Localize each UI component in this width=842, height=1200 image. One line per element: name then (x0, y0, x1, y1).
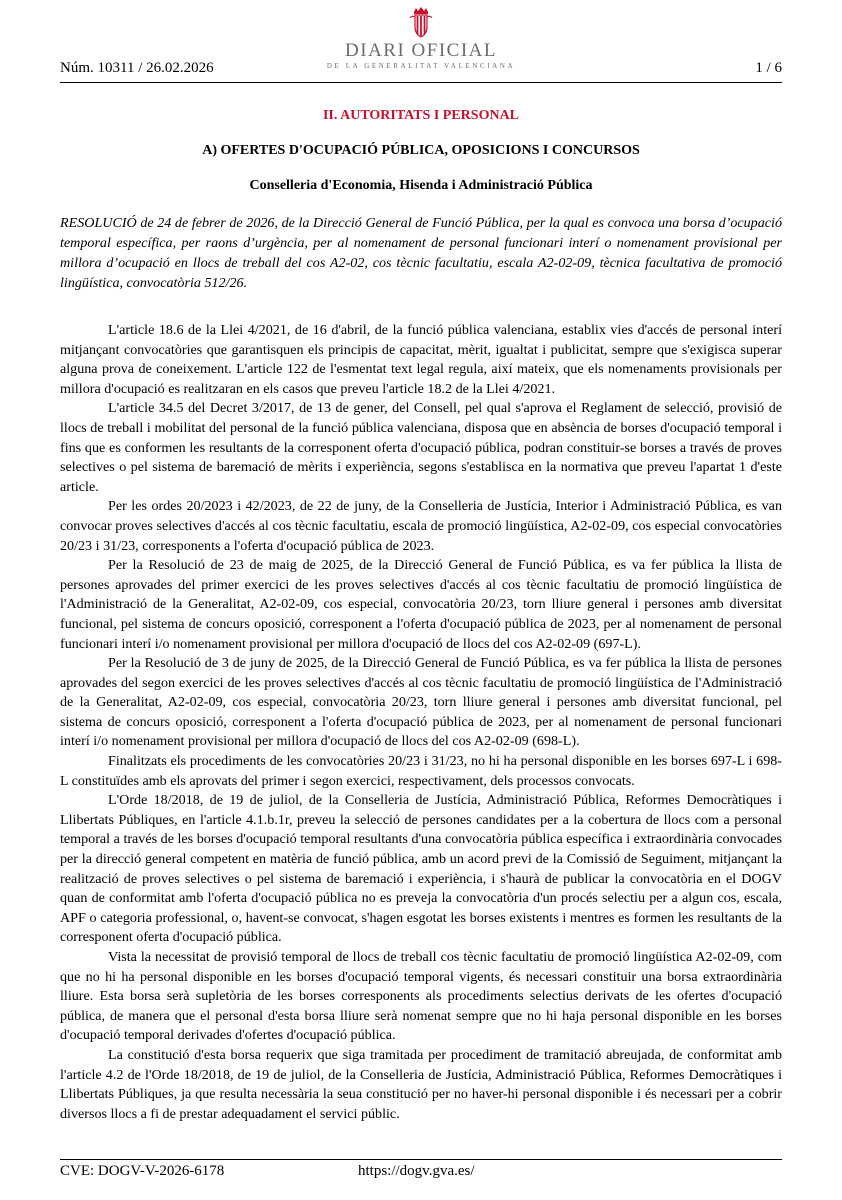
subsection-title: A) OFERTES D'OCUPACIÓ PÚBLICA, OPOSICIONS I CONCURSOS (202, 143, 640, 158)
body-paragraph: La constitució d'esta borsa requerix que siga tramitada per procediment de tramitació abreujada, de conformitat amb l'article 4.2 de l'Orde 18/2018, de 19 de juliol, de la Conselleria de Justícia, Administració Pública, Reformes Democràtiques i Llibertats Públiques, ja que resulta necessària la seua constitució per no haver-hi personal disponible i és necessari per a cobrir diversos llocs a fi de prestar adequadament el servici públic. (60, 1046, 782, 1122)
resolution-summary: RESOLUCIÓ de 24 de febrer de 2026, de la Direcció General de Funció Pública, per la qual es convoca una borsa d’ocupació temporal específica, per raons d’urgència, per al nomenament de personal funcionari interí o nomenament provisional per millora d’ocupació en llocs de treball del cos A2-02, cos tècnic facultatiu, escala A2-02-09, tècnica facultativa de promoció lingüística, convocatòria 512/26. (60, 215, 782, 291)
body-paragraph: Per les ordes 20/2023 i 42/2023, de 22 de juny, de la Conselleria de Justícia, Interior i Administració Pública, es van convocar proves selectives d'accés al cos tècnic facultatiu, escala de promoció lingüística, A2-02-09, cos especial convocatòries 20/23 i 31/23, corresponents a l'oferta d'ocupació pública de 2023. (60, 498, 782, 554)
section-title: II. AUTORITATS I PERSONAL (322, 108, 520, 123)
page-counter: 1 / 6 (755, 60, 782, 76)
generalitat-emblem-icon (407, 6, 435, 40)
dogv-logo (0, 6, 842, 71)
body-paragraph: L'article 34.5 del Decret 3/2017, de 13 de gener, del Consell, pel qual s'aprova el Reglament de selecció, provisió de llocs de treball i mobilitat del personal de la funció pública valenciana, disposa que en absència de borses d'ocupació temporal i fins que es conformen les resultants de la corresponent oferta d'ocupació pública, podran constituir-se borses a través de proves selectives o pel sistema de baremació de mèrits i experiència, segons s'establisca en la normativa que preveu l'apartat 1 d'este article. (60, 400, 782, 495)
body-paragraph: Finalitzats els procediments de les convocatòries 20/23 i 31/23, no hi ha personal disponible en les borses 697-L i 698-L constituïdes amb els aprovats del primer i segon exercici, respectivament, dels processos convocats. (60, 753, 782, 789)
body-paragraph: Per la Resolució de 3 de juny de 2025, de la Direcció General de Funció Pública, es va fer pública la llista de persones aprovades del segon exercici de les proves selectives d'accés al cos tècnic facultatiu de promoció lingüística de l'Administració de la Generalitat, A2-02-09, cos especial, convocatòria 20/23, torn lliure general i persones amb diversitat funcional, pel sistema de concurs oposició, corresponent a l'oferta d'ocupació pública de 2023, per al nomenament de personal funcionari interí i/o nomenament provisional per millora d'ocupació de llocs del cos A2-02-09 (698-L). (60, 655, 782, 750)
bulletin-number: Núm. 10311 / 26.02.2026 (60, 60, 214, 76)
logo-subtitle: DE LA GENERALITAT VALENCIANA (326, 62, 516, 70)
logo-title: DIARI OFICIAL (345, 40, 497, 61)
footer-cve: CVE: DOGV-V-2026-6178 (60, 1163, 225, 1179)
body-paragraph: Per la Resolució de 23 de maig de 2025, de la Direcció General de Funció Pública, es va fer pública la llista de persones aprovades del primer exercici de les proves selectives d'accés al cos tècnic facultatiu de promoció lingüística de l'Administració de la Generalitat, A2-02-09, cos especial, convocatòria 20/23, torn lliure general i persones amb diversitat funcional, pel sistema de concurs oposició, corresponent a l'oferta d'ocupació pública de 2023, per al nomenament de personal funcionari interí i/o nomenament provisional per millora d'ocupació de llocs del cos A2-02-09 (697-L). (60, 557, 782, 652)
document-body (60, 321, 782, 1124)
header-divider (60, 82, 782, 83)
footer-link[interactable]: https://dogv.gva.es/ (358, 1163, 475, 1179)
footer-divider (60, 1159, 782, 1160)
department-title: Conselleria d'Economia, Hisenda i Administració Pública (249, 178, 593, 193)
body-paragraph: Vista la necessitat de provisió temporal de llocs de treball cos tècnic facultatiu de promoció lingüística A2-02-09, com que no hi ha personal disponible en les borses d'ocupació temporal vigents, és necessari constituir una borsa extraordinària lliure. Esta borsa serà supletòria de les borses corresponents als procediments selectius derivats de les ofertes d'ocupació pública, de manera que el personal d'esta borsa lliure serà nomenat sempre que no hi haja personal disponible en les borses d'ocupació temporal derivades d'ofertes d'ocupació pública. (60, 949, 782, 1044)
body-paragraph: L'Orde 18/2018, de 19 de juliol, de la Conselleria de Justícia, Administració Pública, Reformes Democràtiques i Llibertats Públiques, en l'article 4.1.b.1r, preveu la selecció de persones candidates per a la cobertura de llocs com a personal temporal a través de les borses d'ocupació temporal resultants d'una convocatòria pública específica i extraordinària convocades per la direcció general competent en matèria de funció pública, amb un acord previ de la Comissió de Seguiment, mitjançant la realització de proves selectives o pel sistema de baremació i experiència, i s'haurà de publicar la convocatòria en el DOGV quan de conformitat amb l'oferta d'ocupació pública no es preveja la convocatòria d'un procés selectiu per a algun cos, escala, APF o categoria professional, o, havent-se convocat, s'hagen esgotat les borses existents i mentres es formen les resultants de la corresponent oferta d'ocupació pública. (60, 792, 782, 946)
body-paragraph: L'article 18.6 de la Llei 4/2021, de 16 d'abril, de la funció pública valenciana, establix vies d'accés de personal interí mitjançant convocatòries que garantisquen els principis de capacitat, mèrit, igualtat i publicitat, sempre que s'exigisca superar alguna prova de coneixement. L'article 122 de l'esmentat text legal regula, així mateix, que els nomenaments provisionals per millora d'ocupació es realitzaran en els casos que preveu l'article 18.2 de la Llei 4/2021. (60, 322, 782, 397)
